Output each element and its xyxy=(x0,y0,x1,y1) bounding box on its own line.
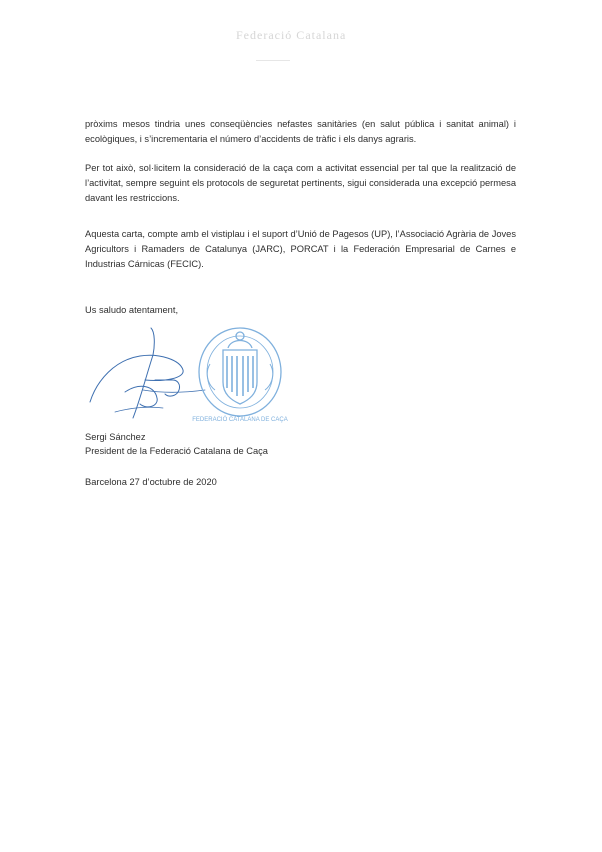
place-and-date: Barcelona 27 d’octubre de 2020 xyxy=(85,477,217,487)
signature-and-seal xyxy=(85,320,295,425)
faint-letterhead xyxy=(236,24,356,84)
paragraph-request: Per tot això, sol·licitem la consideració de la caça com a activitat essencial per tal que la realització de l’activitat, sempre seguint els protocols de seguretat pertinents, sigui considerada una excepció permesa davant les restriccions. xyxy=(85,163,516,203)
signer-title: President de la Federació Catalana de Caça xyxy=(85,446,268,456)
federation-seal xyxy=(199,328,281,416)
paragraph-support: Aquesta carta, compte amb el vistiplau i el suport d’Unió de Pagesos (UP), l’Associació Agrària de Joves Agricultors i Ramaders de Catalunya (JARC), PORCAT i la Federación Empresarial de Carnes e Industrias Cárnicas (FECIC). xyxy=(85,229,516,269)
handwritten-signature xyxy=(90,328,205,418)
signature-seal-graphic xyxy=(85,320,295,425)
faint-letterhead-text: Federació Catalana xyxy=(236,28,347,42)
seal-caption: FEDERACIÓ CATALANA DE CAÇA xyxy=(192,417,288,423)
signer-name: Sergi Sánchez xyxy=(85,432,146,442)
paragraph-consequences: pròxims mesos tindria unes conseqüències nefastes sanitàries (en salut pública i sanitat animal) i ecològiques, i s’incrementaria el número d’accidents de tràfic i els danys agraris. xyxy=(85,119,516,144)
faint-letterhead-rule xyxy=(256,60,290,63)
closing-salutation: Us saludo atentament, xyxy=(85,305,179,315)
